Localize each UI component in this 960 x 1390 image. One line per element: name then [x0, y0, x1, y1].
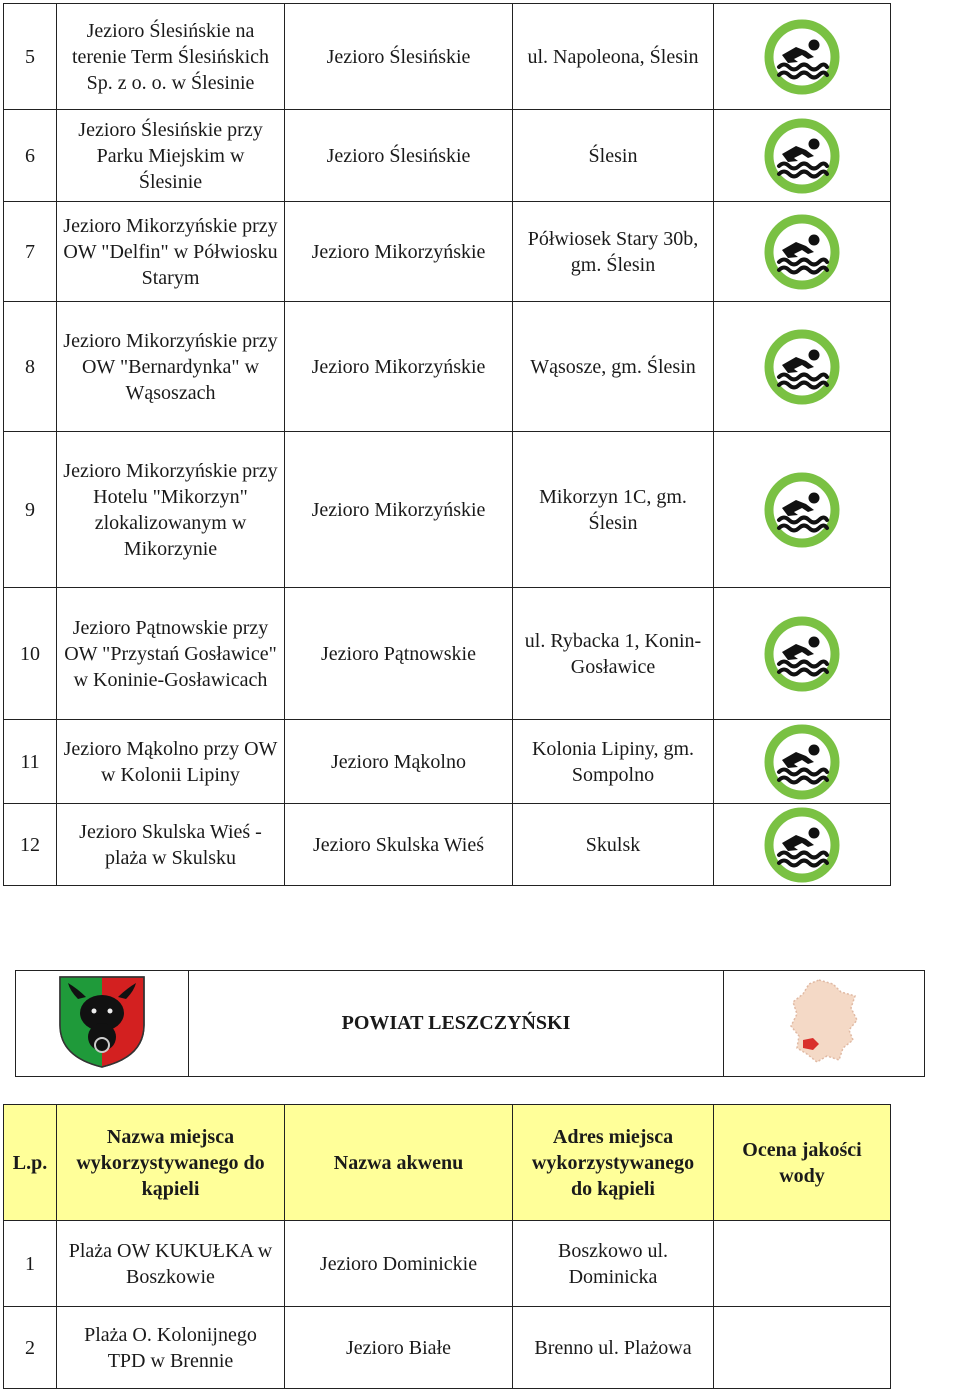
- table-row: [4, 202, 891, 302]
- lake-name: Jezioro Ślesińskie: [285, 110, 513, 202]
- table-row: [4, 1221, 891, 1307]
- header-water-quality: Ocena jakości wody: [714, 1105, 891, 1221]
- water-quality-cell: [714, 432, 891, 588]
- site-address: Półwiosek Stary 30b, gm. Ślesin: [513, 202, 714, 302]
- swimming-icon: [720, 327, 884, 407]
- water-quality-cell: [714, 720, 891, 804]
- bathing-sites-table-continued: [3, 3, 891, 886]
- water-quality-cell: [714, 4, 891, 110]
- site-name: Jezioro Ślesińskie przy Parku Miejskim w Ślesinie: [57, 110, 285, 202]
- site-name: Jezioro Mikorzyńskie przy OW "Delfin" w Półwiosku Starym: [57, 202, 285, 302]
- site-address: ul. Napoleona, Ślesin: [513, 4, 714, 110]
- lake-name: Jezioro Pątnowskie: [285, 588, 513, 720]
- lake-name: Jezioro Ślesińskie: [285, 4, 513, 110]
- swimming-icon: [720, 470, 884, 550]
- site-name: Plaża OW KUKUŁKA w Boszkowie: [57, 1221, 285, 1307]
- table-row: [4, 1307, 891, 1389]
- lake-name: Jezioro Dominickie: [285, 1221, 513, 1307]
- lake-name: Jezioro Skulska Wieś: [285, 804, 513, 886]
- header-site-address: Adres miejsca wykorzystywanego do kąpieli: [513, 1105, 714, 1221]
- site-address: Brenno ul. Plażowa: [513, 1307, 714, 1389]
- site-name: Plaża O. Kolonijnego TPD w Brennie: [57, 1307, 285, 1389]
- water-quality-cell: [714, 1221, 891, 1307]
- lake-name: Jezioro Mikorzyńskie: [285, 302, 513, 432]
- site-address: Skulsk: [513, 804, 714, 886]
- swimming-icon: [720, 116, 884, 196]
- site-address: ul. Rybacka 1, Konin-Gosławice: [513, 588, 714, 720]
- table-row: [4, 804, 891, 886]
- county-crest-cell: [16, 971, 189, 1077]
- row-number: 12: [4, 804, 57, 886]
- site-address: Ślesin: [513, 110, 714, 202]
- header-lp: L.p.: [4, 1105, 57, 1221]
- lake-name: Jezioro Mikorzyńskie: [285, 432, 513, 588]
- water-quality-cell: [714, 1307, 891, 1389]
- row-number: 10: [4, 588, 57, 720]
- water-quality-cell: [714, 588, 891, 720]
- county-header: [15, 970, 924, 1077]
- table-row: [4, 4, 891, 110]
- site-address: Boszkowo ul. Dominicka: [513, 1221, 714, 1307]
- region-map-cell: [724, 971, 925, 1077]
- site-address: Wąsosze, gm. Ślesin: [513, 302, 714, 432]
- row-number: 1: [4, 1221, 57, 1307]
- water-quality-cell: [714, 302, 891, 432]
- table-row: [4, 588, 891, 720]
- lake-name: Jezioro Mikorzyńskie: [285, 202, 513, 302]
- header-lake-name: Nazwa akwenu: [285, 1105, 513, 1221]
- water-quality-cell: [714, 110, 891, 202]
- leszno-bathing-sites-table: [3, 1104, 891, 1389]
- table-row: [4, 302, 891, 432]
- site-name: Jezioro Pątnowskie przy OW "Przystań Gosławice" w Koninie-Gosławicach: [57, 588, 285, 720]
- site-name: Jezioro Mąkolno przy OW w Kolonii Lipiny: [57, 720, 285, 804]
- table-header-row: [4, 1105, 891, 1221]
- table-row: [4, 110, 891, 202]
- water-quality-cell: [714, 804, 891, 886]
- swimming-icon: [720, 17, 884, 97]
- swimming-icon: [720, 614, 884, 694]
- row-number: 11: [4, 720, 57, 804]
- table-row: [4, 720, 891, 804]
- county-title: POWIAT LESZCZYŃSKI: [189, 971, 724, 1077]
- site-name: Jezioro Ślesińskie na terenie Term Ślesińskich Sp. z o. o. w Ślesinie: [57, 4, 285, 110]
- row-number: 5: [4, 4, 57, 110]
- row-number: 8: [4, 302, 57, 432]
- swimming-icon: [720, 805, 884, 885]
- lake-name: Jezioro Białe: [285, 1307, 513, 1389]
- site-address: Mikorzyn 1C, gm. Ślesin: [513, 432, 714, 588]
- county-crest-icon: [56, 973, 148, 1069]
- site-address: Kolonia Lipiny, gm. Sompolno: [513, 720, 714, 804]
- swimming-icon: [720, 722, 884, 802]
- region-map-icon: [789, 978, 859, 1064]
- site-name: Jezioro Mikorzyńskie przy Hotelu "Mikorzyn" zlokalizowanym w Mikorzynie: [57, 432, 285, 588]
- row-number: 6: [4, 110, 57, 202]
- row-number: 7: [4, 202, 57, 302]
- site-name: Jezioro Mikorzyńskie przy OW "Bernardynka" w Wąsoszach: [57, 302, 285, 432]
- site-name: Jezioro Skulska Wieś - plaża w Skulsku: [57, 804, 285, 886]
- row-number: 9: [4, 432, 57, 588]
- lake-name: Jezioro Mąkolno: [285, 720, 513, 804]
- row-number: 2: [4, 1307, 57, 1389]
- water-quality-cell: [714, 202, 891, 302]
- table-row: [4, 432, 891, 588]
- header-site-name: Nazwa miejsca wykorzystywanego do kąpieli: [57, 1105, 285, 1221]
- swimming-icon: [720, 212, 884, 292]
